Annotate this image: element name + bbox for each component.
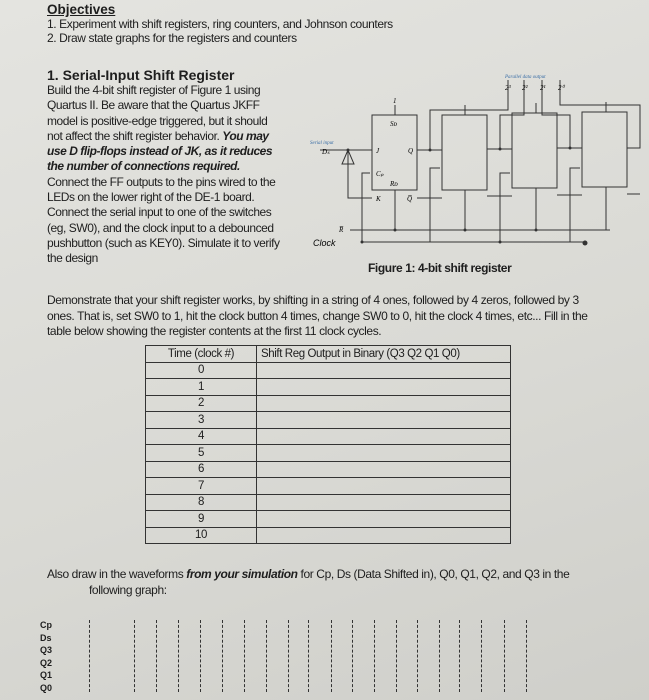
text: for Cp, Ds (Data Shifted in), Q0, Q1, Q2, and Q3 in the [297, 567, 570, 581]
time-gridline [459, 620, 460, 692]
table-row [146, 445, 511, 462]
text-line: not affect the shift register behavior. [47, 128, 223, 143]
bit-label: 2⁰ [558, 84, 565, 92]
qbar-label: Q̅ [407, 195, 413, 203]
bit-label: 2³ [505, 84, 511, 92]
waveform-instructions [47, 567, 569, 581]
table-row [146, 412, 511, 429]
time-gridline [89, 620, 90, 692]
time-gridline [266, 620, 267, 692]
signal-label: Ds [40, 632, 52, 643]
bit-label: 2² [522, 84, 528, 92]
objectives-title: Objectives [47, 2, 116, 17]
time-gridline [481, 620, 482, 692]
output-cell[interactable] [257, 461, 511, 478]
table-row [146, 428, 511, 445]
time-gridline [244, 620, 245, 692]
cp-label: Cₚ [376, 170, 384, 178]
table-row [146, 494, 511, 511]
j-label: J [376, 147, 380, 155]
time-gridline [417, 620, 418, 692]
instruction-line: table below showing the register contents at the first 11 clock cycles. [47, 324, 382, 338]
text-line: Connect the serial input to one of the switches [47, 205, 272, 220]
output-cell[interactable] [257, 379, 511, 396]
table-row [146, 395, 511, 412]
time-cell: 0 [146, 362, 257, 379]
time-gridline [374, 620, 375, 692]
text-line: the design [47, 251, 98, 266]
header-output: Shift Reg Output in Binary (Q3 Q2 Q1 Q0) [257, 346, 511, 363]
time-gridline [352, 620, 353, 692]
serial-input-label: Serial input [310, 141, 334, 146]
signal-label: Q2 [40, 657, 53, 668]
clear-label: R̅ [339, 226, 344, 234]
time-gridline [222, 620, 223, 692]
signal-label: Q0 [40, 682, 53, 693]
time-gridline [178, 620, 179, 692]
sd-label: Sᴅ [390, 120, 398, 128]
one-label: 1 [393, 97, 397, 105]
flip-flop-labels [375, 97, 413, 203]
signal-label: Q3 [40, 645, 53, 655]
table-row [146, 511, 511, 528]
bold-text: You may [222, 128, 269, 143]
section-title: 1. Serial-Input Shift Register [47, 67, 235, 83]
output-cell[interactable] [257, 428, 511, 445]
bit-label: 2¹ [540, 84, 546, 92]
time-cell: 7 [146, 478, 257, 495]
instruction-line: Demonstrate that your shift register works, by shifting in a string of 4 ones, followed by 4 zeros, followed by 3 [47, 293, 579, 307]
table-row [146, 527, 511, 544]
time-cell: 5 [146, 445, 257, 462]
time-gridline [156, 620, 157, 692]
register-table [145, 345, 511, 544]
time-gridline [396, 620, 397, 692]
text-line: Connect the FF outputs to the pins wired to the [47, 174, 276, 189]
text-line: Quartus II. Be aware that the Quartus JKFF [47, 98, 260, 113]
output-cell[interactable] [257, 412, 511, 429]
time-cell: 8 [146, 494, 257, 511]
time-cell: 2 [146, 395, 257, 412]
bold-line: use D flip-flops instead of JK, as it reduces [47, 144, 273, 159]
table-row [146, 461, 511, 478]
bold-line: the number of connections required. [47, 159, 240, 174]
output-cell[interactable] [257, 445, 511, 462]
time-gridline [200, 620, 201, 692]
time-cell: 6 [146, 461, 257, 478]
time-cell: 10 [146, 527, 257, 544]
ds-label: Dₛ [322, 148, 330, 156]
output-cell[interactable] [257, 527, 511, 544]
text: Also draw in the waveforms [47, 567, 187, 581]
output-cell[interactable] [257, 494, 511, 511]
table-row [146, 478, 511, 495]
parallel-output-label: Parallel data output [505, 75, 546, 80]
time-gridline [288, 620, 289, 692]
output-cell[interactable] [257, 362, 511, 379]
objective-1: 1. Experiment with shift registers, ring counters, and Johnson counters [47, 17, 393, 31]
header-time: Time (clock #) [146, 346, 257, 363]
objective-2: 2. Draw state graphs for the registers and counters [47, 31, 297, 45]
time-gridline [134, 620, 135, 692]
time-gridline [331, 620, 332, 692]
output-cell[interactable] [257, 478, 511, 495]
text-line: (eg, SW0), and the clock input to a debounced [47, 220, 274, 235]
rd-label: Rᴅ [390, 180, 398, 188]
text-line: model is positive-edge triggered, but it should [47, 113, 268, 128]
output-cell[interactable] [257, 395, 511, 412]
time-cell: 1 [146, 379, 257, 396]
time-gridline [504, 620, 505, 692]
table-row [146, 379, 511, 396]
section-text [47, 67, 280, 267]
shift-register-diagram [300, 70, 649, 255]
instruction-line: ones. That is, set SW0 to 1, hit the clock button 4 times, change SW0 to 0, hit the clock 4 times, etc... Fill in the [47, 308, 588, 323]
table-row [146, 362, 511, 379]
text-line: Build the 4-bit shift register of Figure 1 using [47, 83, 261, 97]
q-label: Q [408, 147, 414, 155]
bold-text: from your simulation [186, 567, 298, 581]
figure-caption: Figure 1: 4-bit shift register [368, 261, 512, 275]
time-gridline [526, 620, 527, 692]
clock-label: Clock [313, 238, 336, 248]
k-label: K [376, 195, 381, 203]
waveform-instructions-2: following graph: [89, 583, 167, 597]
signal-label: Cp [40, 620, 52, 630]
text-line: LEDs on the lower right of the DE-1 board. [47, 190, 255, 205]
time-gridline [439, 620, 440, 692]
signal-label: Q1 [40, 670, 53, 680]
text-line: pushbutton (such as KEY0). Simulate it to verify [47, 235, 280, 250]
time-cell: 4 [146, 428, 257, 445]
instructions [47, 293, 588, 340]
objectives-section [47, 2, 393, 45]
time-cell: 3 [146, 412, 257, 429]
output-cell[interactable] [257, 511, 511, 528]
time-gridline [308, 620, 309, 692]
time-cell: 9 [146, 511, 257, 528]
